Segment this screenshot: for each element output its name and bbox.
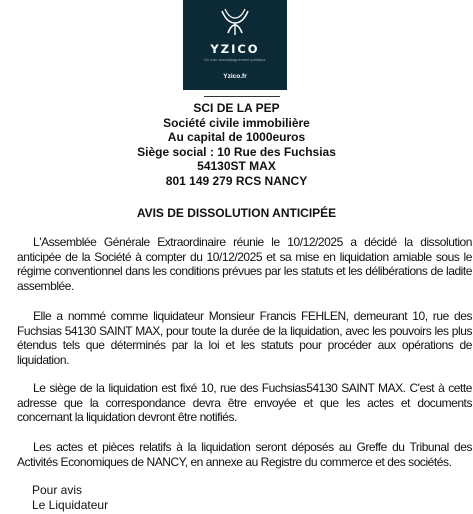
notice-title: AVIS DE DISSOLUTION ANTICIPÉE (136, 206, 337, 220)
logo-website: Yzico.fr (223, 73, 247, 80)
company-rcs: 801 149 279 RCS NANCY (165, 173, 308, 188)
yzico-emblem-icon (219, 7, 251, 37)
header-divider (204, 96, 280, 97)
closing-pour-avis: Pour avis (32, 483, 83, 497)
paragraph-dissolution: L'Assemblée Générale Extraordinaire réunie le 10/12/2025 a décidé la dissolution anticipée de la Société à compter du 10/12/2025 et sa mise en liquidation amiable sous le régime conventionnel dans les conditions prévues par les statuts et les délibérations de ladite assemblée. (17, 235, 472, 293)
company-form: Société civile immobilière (163, 115, 310, 130)
company-capital: Au capital de 1000euros (167, 130, 306, 145)
logo-tagline: Du coin accompagnement juridique (204, 58, 266, 62)
paragraph-liquidator: Elle a nommé comme liquidateur Monsieur Francis FEHLEN, demeurant 10, rue des Fuchsias 54130 SAINT MAX, pour toute la durée de la liquidation, avec les pouvoirs les plus étendus tels que déterminés par la loi et les statuts pour procéder aux opérations de liquidation. (17, 309, 472, 367)
company-name: SCI DE LA PEP (193, 101, 280, 115)
closing-signature (32, 483, 108, 512)
company-header (0, 101, 473, 189)
yzico-logo (183, 0, 287, 90)
paragraph-seat: Le siège de la liquidation est fixé 10, rue des Fuchsias54130 SAINT MAX. C'est à cette adresse que la correspondance devra être envoyée et que les actes et documents concernant la liquidation devront être notifiés. (17, 381, 472, 424)
paragraph-filing: Les actes et pièces relatifs à la liquidation seront déposés au Greffe du Tribunal des Activités Economiques de NANCY, en annexe au Registre du commerce et des sociétés. (17, 440, 472, 469)
closing-liquidateur: Le Liquidateur (32, 497, 109, 512)
company-city: 54130ST MAX (197, 159, 276, 174)
company-seat: Siège social : 10 Rue des Fuchsias (137, 144, 336, 159)
logo-name: YZICO (210, 42, 260, 56)
